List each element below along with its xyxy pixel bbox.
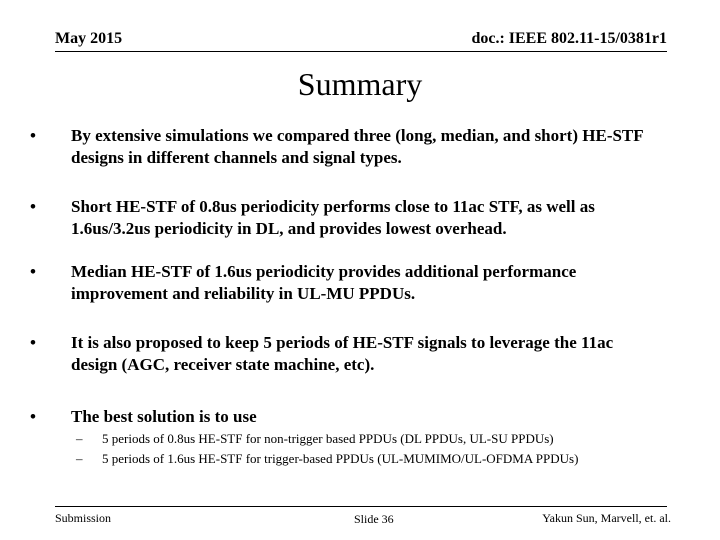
bullet-item <box>30 261 660 305</box>
bullet-text: It is also proposed to keep 5 periods of HE-STF signals to leverage the 11ac design (AGC, receiver state machine, etc). <box>71 333 614 374</box>
bullet-text: Short HE-STF of 0.8us periodicity performs close to 11ac STF, as well as 1.6us/3.2us periodicity in DL, and provides lowest overhead. <box>71 197 595 238</box>
sub-bullet-item <box>76 430 636 447</box>
bullet-item <box>30 406 660 428</box>
footer-slide-number: Slide 36 <box>354 512 394 526</box>
sub-bullet-text: 5 periods of 1.6us HE-STF for trigger-based PPDUs (UL-MUMIMO/UL-OFDMA PPDUs) <box>102 451 579 466</box>
bullet-item <box>30 332 660 376</box>
bullet-dot: • <box>30 262 36 281</box>
sub-bullet-text: 5 periods of 0.8us HE-STF for non-trigger based PPDUs (DL PPDUs, UL-SU PPDUs) <box>102 431 554 446</box>
header-rule <box>55 51 667 52</box>
bullet-item <box>30 125 660 169</box>
bullet-item <box>30 196 660 240</box>
footer-authors: Yakun Sun, Marvell, et. al. <box>542 511 671 525</box>
footer-submission: Submission <box>55 511 112 525</box>
bullet-dot: • <box>30 197 36 216</box>
bullet-dot: • <box>30 407 36 426</box>
slide-title: Summary <box>297 66 423 102</box>
sub-bullet-dash: – <box>76 451 83 466</box>
bullet-dot: • <box>30 333 36 352</box>
footer-rule <box>55 506 667 507</box>
bullet-text: By extensive simulations we compared three (long, median, and short) HE-STF designs in different channels and signal types. <box>71 126 644 167</box>
bullet-text: The best solution is to use <box>71 407 257 426</box>
sub-bullet-dash: – <box>76 431 83 446</box>
header-doc-id: doc.: IEEE 802.11-15/0381r1 <box>471 30 667 47</box>
bullet-text: Median HE-STF of 1.6us periodicity provides additional performance improvement and reliability in UL-MU PPDUs. <box>71 262 577 303</box>
header-date: May 2015 <box>55 30 123 47</box>
bullet-dot: • <box>30 126 36 145</box>
sub-bullet-item <box>76 450 636 467</box>
